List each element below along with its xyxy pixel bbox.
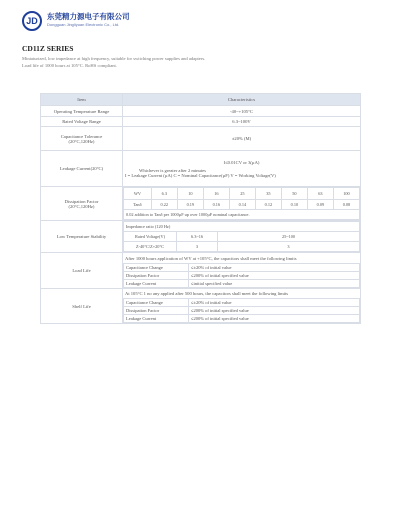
leakage-formula: I≤0.01CV or 3(µA): [223, 159, 260, 165]
table-row: [41, 221, 361, 253]
df-sub: (20°C,120Hz): [68, 203, 95, 209]
series-intro-line-2: Load life of 1000 hours at 105°C. RoHS compliant.: [22, 62, 117, 68]
df-head-row: [124, 188, 360, 200]
df-value-row: [124, 200, 360, 210]
lt-title: Impedance ratio (120 Hz): [124, 222, 360, 232]
header-characteristics: Characteristics: [123, 94, 361, 106]
load-val: ≤initial specified value: [189, 280, 360, 288]
company-logo: JD: [22, 11, 42, 31]
shelf-life-limits: [123, 298, 360, 323]
shelf-life-intro: At 105°C 1 no any applied after 500 hours, the capacitors shall meet the following limits: [125, 291, 289, 296]
shelf-val: ≤±20% of initial value: [189, 299, 360, 307]
company-name-en: Dongguan Jingliyuan Electronic Co., Ltd.: [47, 22, 120, 27]
rated-voltage-value: 6.3~100V: [123, 117, 361, 127]
leakage-label: Leakage Current(20°C): [41, 151, 123, 187]
company-header: [22, 11, 382, 31]
table-row: [41, 187, 361, 221]
table-row: [41, 117, 361, 127]
load-life-cell: [123, 253, 361, 289]
load-val: ≤±20% of initial value: [189, 264, 360, 272]
df-note: 0.02 addition to Tanδ per 1000µF up over 1000µF nominal capacitance.: [124, 210, 360, 220]
shelf-val: ≤200% of initial specified value: [189, 307, 360, 315]
shelf-key: Dissipation Factor: [124, 307, 189, 315]
lt-cell: 3: [218, 242, 360, 252]
shelf-row: [124, 315, 360, 323]
df-label: Dissipation Factor: [64, 198, 99, 204]
df-head-cell: 25: [229, 188, 255, 200]
shelf-row: [124, 307, 360, 315]
df-value: 0.12: [255, 200, 281, 210]
leakage-legend: I = Leakage Current (µA) C = Nominal Capacitance(µF) V = Working Voltage(V): [125, 172, 276, 178]
df-value: 0.16: [203, 200, 229, 210]
table-row: [41, 151, 361, 187]
cap-tol-label: Capacitance Tolerance: [60, 133, 103, 139]
table-row: [41, 289, 361, 324]
load-life-intro: After 1000 hours application of WV at +105°C, the capacitors shall meet the following limits: [125, 256, 297, 261]
load-val: ≤200% of initial specified value: [189, 272, 360, 280]
table-row: [41, 253, 361, 289]
shelf-val: ≤200% of initial specified value: [189, 315, 360, 323]
df-head-cell: 10: [177, 188, 203, 200]
df-head-cell: 50: [281, 188, 307, 200]
df-value: 0.19: [177, 200, 203, 210]
shelf-key: Leakage Current: [124, 315, 189, 323]
op-temp-label: Operating Temperature Range: [41, 106, 123, 117]
load-life-label: Load Life: [41, 253, 123, 289]
df-head-cell: 6.3: [151, 188, 177, 200]
load-row: [124, 272, 360, 280]
shelf-life-cell: [123, 289, 361, 324]
df-value: 0.08: [333, 200, 359, 210]
shelf-row: [124, 299, 360, 307]
load-row: [124, 280, 360, 288]
cap-tol-label-cell: [41, 127, 123, 151]
df-value: 0.14: [229, 200, 255, 210]
lt-cell: Z-40°C/Z+20°C: [124, 242, 177, 252]
df-note-row: [124, 210, 360, 220]
df-value: 0.10: [281, 200, 307, 210]
df-head-cell: 63: [307, 188, 333, 200]
df-head-cell: 16: [203, 188, 229, 200]
df-value: Tanδ: [124, 200, 152, 210]
cap-tol-sub: (20°C,120Hz): [68, 138, 95, 144]
table-row: [41, 127, 361, 151]
df-head-cell: 35: [255, 188, 281, 200]
leakage-value-cell: [123, 151, 361, 187]
series-intro-line-1: Miniaturized, low impedance at high frequency, suitable for switching power supplies and adapters.: [22, 56, 206, 61]
cap-tol-value: ±20% (M): [123, 127, 361, 151]
characteristics-table: [40, 93, 361, 324]
header-item: Item: [41, 94, 123, 106]
df-head-cell: WV: [124, 188, 152, 200]
shelf-key: Capacitance Change: [124, 299, 189, 307]
df-value: 0.09: [307, 200, 333, 210]
leakage-condition: Whichever is greater after 2 minutes: [139, 167, 206, 173]
lt-label: Low Temperature Stability: [41, 221, 123, 253]
op-temp-value: -40~+105°C: [123, 106, 361, 117]
df-subtable: [123, 187, 360, 220]
df-head-cell: 100: [333, 188, 359, 200]
series-title: CD11Z SERIES: [22, 44, 74, 53]
load-life-limits: [123, 263, 360, 288]
lt-cell: 25~100: [218, 232, 360, 242]
load-key: Dissipation Factor: [124, 272, 189, 280]
df-value-cell: [123, 187, 361, 221]
df-label-cell: [41, 187, 123, 221]
lt-title-row: [124, 222, 360, 232]
load-key: Leakage Current: [124, 280, 189, 288]
lt-ratio-row: [124, 242, 360, 252]
lt-voltage-row: [124, 232, 360, 242]
company-name-cn: 东莞精力源电子有限公司: [47, 12, 130, 21]
df-value: 0.22: [151, 200, 177, 210]
lt-cell: 3: [177, 242, 218, 252]
lt-cell: 6.3~16: [177, 232, 218, 242]
load-key: Capacitance Change: [124, 264, 189, 272]
table-row: [41, 106, 361, 117]
lt-value-cell: [123, 221, 361, 253]
lt-cell: Rated Voltage(V): [124, 232, 177, 242]
series-intro: [22, 56, 362, 69]
rated-voltage-label: Rated Voltage Range: [41, 117, 123, 127]
table-header-row: [41, 94, 361, 106]
shelf-life-label: Shelf Life: [41, 289, 123, 324]
load-row: [124, 264, 360, 272]
lt-subtable: [123, 221, 360, 252]
